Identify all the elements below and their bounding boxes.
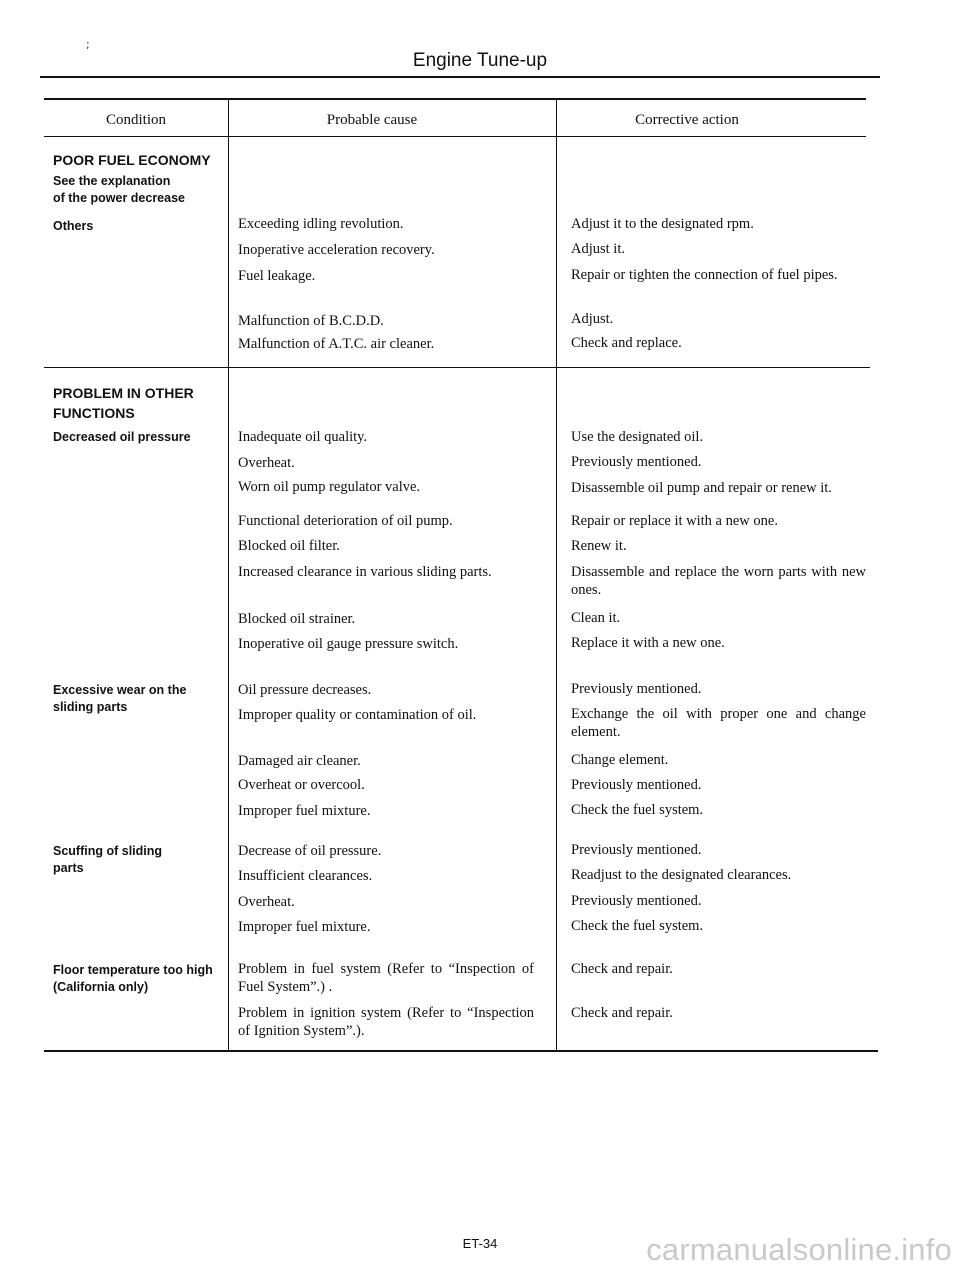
- action-cell: Repair or replace it with a new one.: [571, 513, 778, 529]
- table-header-rule: [44, 136, 866, 137]
- action-cell: Previously mentioned.: [571, 893, 702, 909]
- action-cell: Adjust it to the designated rpm.: [571, 216, 754, 232]
- table-bottom-rule: [44, 1050, 878, 1052]
- condition-others: Others: [53, 219, 94, 233]
- action-cell: Previously mentioned.: [571, 842, 702, 858]
- action-cell: Disassemble and replace the worn parts with new ones.: [571, 564, 866, 598]
- action-cell: Check the fuel system.: [571, 802, 704, 818]
- action-cell: Disassemble oil pump and repair or renew it.: [571, 480, 832, 496]
- cause-cell: Malfunction of B.C.D.D.: [238, 313, 384, 329]
- action-cell: Use the designated oil.: [571, 429, 704, 445]
- watermark: carmanualsonline.info: [646, 1232, 952, 1267]
- action-cell: Check and repair.: [571, 1005, 673, 1021]
- cause-cell: Problem in ignition system (Refer to “Inspection of Ignition System”.).: [238, 1005, 534, 1039]
- action-cell: Check and repair.: [571, 961, 673, 977]
- action-cell: Check and replace.: [571, 335, 682, 351]
- margin-mark: ;: [86, 38, 90, 51]
- table-top-rule: [44, 98, 866, 100]
- cause-cell: Oil pressure decreases.: [238, 682, 372, 698]
- condition-problem-other-functions: PROBLEM IN OTHER FUNCTIONS: [53, 385, 194, 421]
- condition-poor-fuel-economy: POOR FUEL ECONOMY: [53, 152, 211, 168]
- cause-cell: Blocked oil strainer.: [238, 611, 356, 627]
- column-divider-condition: [228, 99, 229, 1051]
- action-cell: Previously mentioned.: [571, 454, 702, 470]
- action-cell: Adjust.: [571, 311, 614, 327]
- cause-cell: Improper fuel mixture.: [238, 803, 371, 819]
- cause-cell: Functional deterioration of oil pump.: [238, 513, 453, 529]
- cause-cell: Inoperative oil gauge pressure switch.: [238, 636, 459, 652]
- cause-cell: Blocked oil filter.: [238, 538, 340, 554]
- section-divider-rule: [44, 367, 870, 368]
- cause-cell: Worn oil pump regulator valve.: [238, 479, 421, 495]
- column-divider-cause: [556, 99, 557, 1051]
- cause-cell: Inadequate oil quality.: [238, 429, 368, 445]
- action-cell: Previously mentioned.: [571, 777, 702, 793]
- condition-decreased-oil-pressure: Decreased oil pressure: [53, 430, 191, 444]
- cause-cell: Improper fuel mixture.: [238, 919, 371, 935]
- cause-cell: Damaged air cleaner.: [238, 753, 361, 769]
- action-cell: Repair or tighten the connection of fuel pipes.: [571, 267, 838, 283]
- cause-cell: Exceeding idling revolution.: [238, 216, 404, 232]
- condition-power-decrease: of the power decrease: [53, 191, 185, 205]
- cause-cell: Overheat.: [238, 455, 295, 471]
- cause-cell: Overheat.: [238, 894, 295, 910]
- column-header-cause: Probable cause: [326, 112, 418, 128]
- column-header-condition: Condition: [105, 112, 166, 128]
- page-number: ET-34: [462, 1236, 498, 1251]
- condition-see-explanation: See the explanation: [53, 174, 171, 188]
- action-cell: Previously mentioned.: [571, 681, 702, 697]
- action-cell: Change element.: [571, 752, 669, 768]
- condition-excessive-wear: Excessive wear on the sliding parts: [53, 683, 187, 714]
- action-cell: Replace it with a new one.: [571, 635, 725, 651]
- action-cell: Exchange the oil with proper one and change element.: [571, 706, 866, 740]
- action-cell: Clean it.: [571, 610, 621, 626]
- cause-cell: Inoperative acceleration recovery.: [238, 242, 435, 258]
- cause-cell: Overheat or overcool.: [238, 777, 365, 793]
- condition-floor-temperature: Floor temperature too high (California only): [53, 963, 213, 994]
- cause-cell: Increased clearance in various sliding parts.: [238, 564, 492, 580]
- cause-cell: Insufficient clearances.: [238, 868, 373, 884]
- column-header-action: Corrective action: [635, 112, 739, 128]
- action-cell: Check the fuel system.: [571, 918, 704, 934]
- cause-cell: Malfunction of A.T.C. air cleaner.: [238, 336, 435, 352]
- cause-cell: Improper quality or contamination of oil.: [238, 707, 477, 723]
- action-cell: Adjust it.: [571, 241, 625, 257]
- page-title: Engine Tune-up: [412, 50, 548, 71]
- condition-scuffing: Scuffing of sliding parts: [53, 844, 163, 875]
- action-cell: Readjust to the designated clearances.: [571, 867, 792, 883]
- cause-cell: Problem in fuel system (Refer to “Inspection of Fuel System”.) .: [238, 961, 534, 995]
- action-cell: Renew it.: [571, 538, 627, 554]
- cause-cell: Fuel leakage.: [238, 268, 316, 284]
- title-rule: [40, 76, 880, 78]
- cause-cell: Decrease of oil pressure.: [238, 843, 382, 859]
